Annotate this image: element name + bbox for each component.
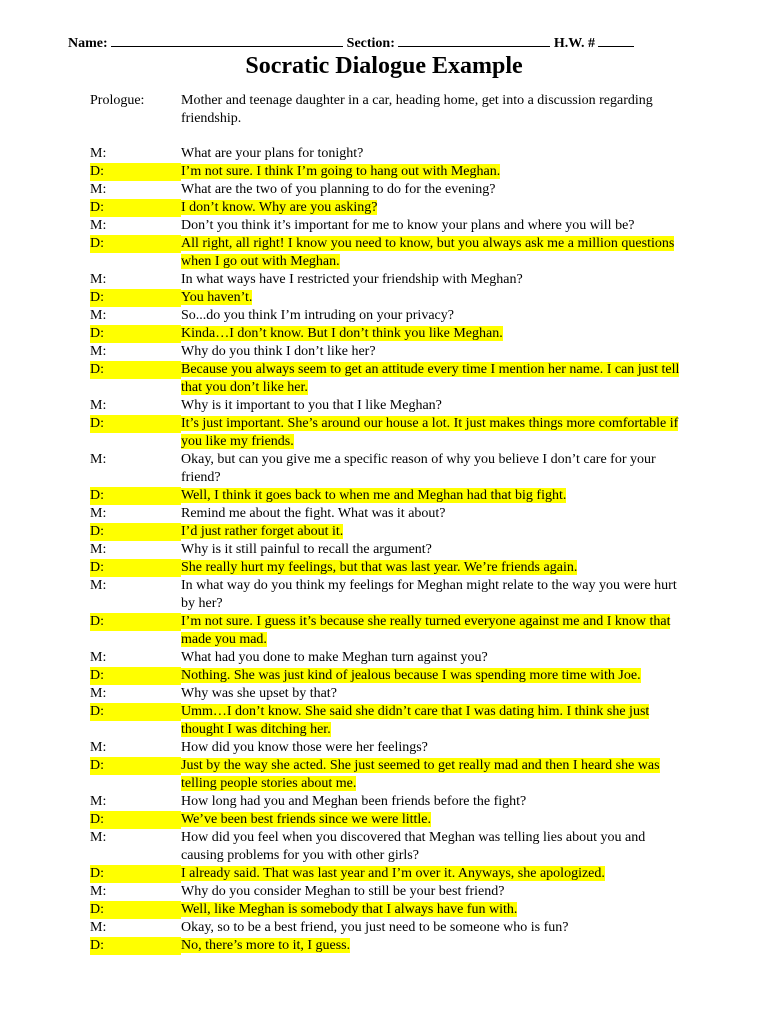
speaker-label: M:	[90, 884, 107, 899]
speaker-label: M:	[90, 794, 107, 809]
speaker-label: D:	[90, 703, 181, 721]
dialogue-line	[90, 271, 690, 289]
dialogue-line	[90, 145, 690, 163]
line-text: Why was she upset by that?	[181, 686, 337, 701]
speaker-label: D:	[90, 289, 181, 307]
dialogue-line	[90, 829, 690, 865]
dialogue-line	[90, 667, 690, 685]
dialogue-line	[90, 649, 690, 667]
dialogue-line	[90, 901, 690, 919]
line-text: How did you know those were her feelings?	[181, 740, 428, 755]
speaker-label: D:	[90, 487, 181, 505]
speaker-label: D:	[90, 757, 181, 775]
dialogue-line	[90, 361, 690, 397]
hw-label: H.W. #	[553, 36, 595, 51]
line-text: Well, like Meghan is somebody that I always have fun with.	[181, 902, 518, 917]
dialogue-line	[90, 577, 690, 613]
speaker-label: M:	[90, 686, 107, 701]
dialogue-line	[90, 703, 690, 739]
line-text: Remind me about the fight. What was it about?	[181, 506, 446, 521]
speaker-label: D:	[90, 235, 181, 253]
speaker-label: M:	[90, 740, 107, 755]
line-text: Nothing. She was just kind of jealous because I was spending more time with Joe.	[181, 668, 641, 683]
speaker-label: D:	[90, 361, 181, 379]
section-label: Section:	[346, 36, 395, 51]
dialogue-line	[90, 181, 690, 199]
line-text: She really hurt my feelings, but that was last year. We’re friends again.	[181, 560, 578, 575]
speaker-label: M:	[90, 218, 107, 233]
line-text: In what way do you think my feelings for Meghan might relate to the way you were hurt by her?	[181, 578, 677, 611]
line-text: All right, all right! I know you need to know, but you always ask me a million questions when I go out with Meghan.	[181, 236, 675, 269]
speaker-label: M:	[90, 920, 107, 935]
line-text: It’s just important. She’s around our house a lot. It just makes things more comfortable if you like my friends.	[181, 416, 679, 449]
dialogue-line	[90, 217, 690, 235]
line-text: Okay, but can you give me a specific reason of why you believe I don’t care for your friend?	[181, 452, 656, 485]
dialogue-line	[90, 685, 690, 703]
speaker-label: D:	[90, 811, 181, 829]
dialogue-line	[90, 793, 690, 811]
prologue-label: Prologue:	[90, 93, 145, 108]
line-text: I’m not sure. I guess it’s because she really turned everyone against me and I know that made you mad.	[181, 614, 671, 647]
line-text: No, there’s more to it, I guess.	[181, 938, 351, 953]
dialogue-line	[90, 397, 690, 415]
dialogue-line	[90, 289, 690, 307]
line-text: What are the two of you planning to do for the evening?	[181, 182, 496, 197]
dialogue-line	[90, 865, 690, 883]
line-text: I’m not sure. I think I’m going to hang out with Meghan.	[181, 164, 501, 179]
dialogue-line	[90, 325, 690, 343]
dialogue-line	[90, 343, 690, 361]
line-text: Umm…I don’t know. She said she didn’t care that I was dating him. I think she just thought I was ditching her.	[181, 704, 650, 737]
speaker-label: D:	[90, 415, 181, 433]
speaker-label: D:	[90, 325, 181, 343]
speaker-label: D:	[90, 199, 181, 217]
prologue-text: Mother and teenage daughter in a car, heading home, get into a discussion regarding friendship.	[181, 93, 653, 126]
speaker-label: M:	[90, 650, 107, 665]
line-text: Don’t you think it’s important for me to know your plans and where you will be?	[181, 218, 635, 233]
speaker-label: M:	[90, 344, 107, 359]
name-blank	[111, 33, 343, 47]
speaker-label: D:	[90, 901, 181, 919]
dialogue-line	[90, 505, 690, 523]
dialogue-line	[90, 613, 690, 649]
dialogue-line	[90, 487, 690, 505]
speaker-label: D:	[90, 667, 181, 685]
line-text: Why is it still painful to recall the argument?	[181, 542, 432, 557]
line-text: I don’t know. Why are you asking?	[181, 200, 378, 215]
line-text: Well, I think it goes back to when me and Meghan had that big fight.	[181, 488, 567, 503]
line-text: Why is it important to you that I like Meghan?	[181, 398, 442, 413]
speaker-label: M:	[90, 272, 107, 287]
dialogue-line	[90, 883, 690, 901]
speaker-label: M:	[90, 830, 107, 845]
dialogue-line	[90, 523, 690, 541]
line-text: Why do you consider Meghan to still be your best friend?	[181, 884, 505, 899]
dialogue-line	[90, 559, 690, 577]
line-text: Why do you think I don’t like her?	[181, 344, 376, 359]
speaker-label: D:	[90, 523, 181, 541]
speaker-label: M:	[90, 452, 107, 467]
speaker-label: D:	[90, 163, 181, 181]
speaker-label: M:	[90, 146, 107, 161]
dialogue-line	[90, 235, 690, 271]
line-text: So...do you think I’m intruding on your privacy?	[181, 308, 454, 323]
dialogue-line	[90, 307, 690, 325]
line-text: We’ve been best friends since we were little.	[181, 812, 431, 827]
dialogue-line	[90, 757, 690, 793]
page-title: Socratic Dialogue Example	[245, 53, 523, 79]
hw-blank	[598, 33, 634, 47]
line-text: I already said. That was last year and I’m over it. Anyways, she apologized.	[181, 866, 605, 881]
line-text: What are your plans for tonight?	[181, 146, 364, 161]
line-text: Kinda…I don’t know. But I don’t think you like Meghan.	[181, 326, 503, 341]
dialogue-line	[90, 163, 690, 181]
speaker-label: M:	[90, 398, 107, 413]
line-text: In what ways have I restricted your friendship with Meghan?	[181, 272, 523, 287]
line-text: Just by the way she acted. She just seemed to get really mad and then I heard she was telling people stories about me.	[181, 758, 660, 791]
line-text: You haven’t.	[181, 290, 253, 305]
speaker-label: M:	[90, 506, 107, 521]
line-text: Okay, so to be a best friend, you just need to be someone who is fun?	[181, 920, 569, 935]
dialogue-line	[90, 739, 690, 757]
section-blank	[398, 33, 550, 47]
speaker-label: D:	[90, 865, 181, 883]
name-label: Name:	[68, 36, 108, 51]
speaker-label: M:	[90, 542, 107, 557]
line-text: How long had you and Meghan been friends before the fight?	[181, 794, 527, 809]
dialogue-line	[90, 919, 690, 937]
speaker-label: M:	[90, 578, 107, 593]
dialogue-line	[90, 415, 690, 451]
speaker-label: M:	[90, 182, 107, 197]
speaker-label: D:	[90, 559, 181, 577]
speaker-label: D:	[90, 937, 181, 955]
student-info-header	[68, 33, 708, 53]
dialogue-line	[90, 541, 690, 559]
dialogue	[90, 145, 690, 955]
dialogue-line	[90, 937, 690, 955]
line-text: I’d just rather forget about it.	[181, 524, 344, 539]
line-text: How did you feel when you discovered that Meghan was telling lies about you and causing problems for you with other girls?	[181, 830, 646, 863]
line-text: Because you always seem to get an attitude every time I mention her name. I can just tell that you don’t like her.	[181, 362, 680, 395]
speaker-label: M:	[90, 308, 107, 323]
prologue	[90, 92, 690, 128]
line-text: What had you done to make Meghan turn against you?	[181, 650, 488, 665]
dialogue-line	[90, 451, 690, 487]
dialogue-line	[90, 199, 690, 217]
dialogue-line	[90, 811, 690, 829]
speaker-label: D:	[90, 613, 181, 631]
